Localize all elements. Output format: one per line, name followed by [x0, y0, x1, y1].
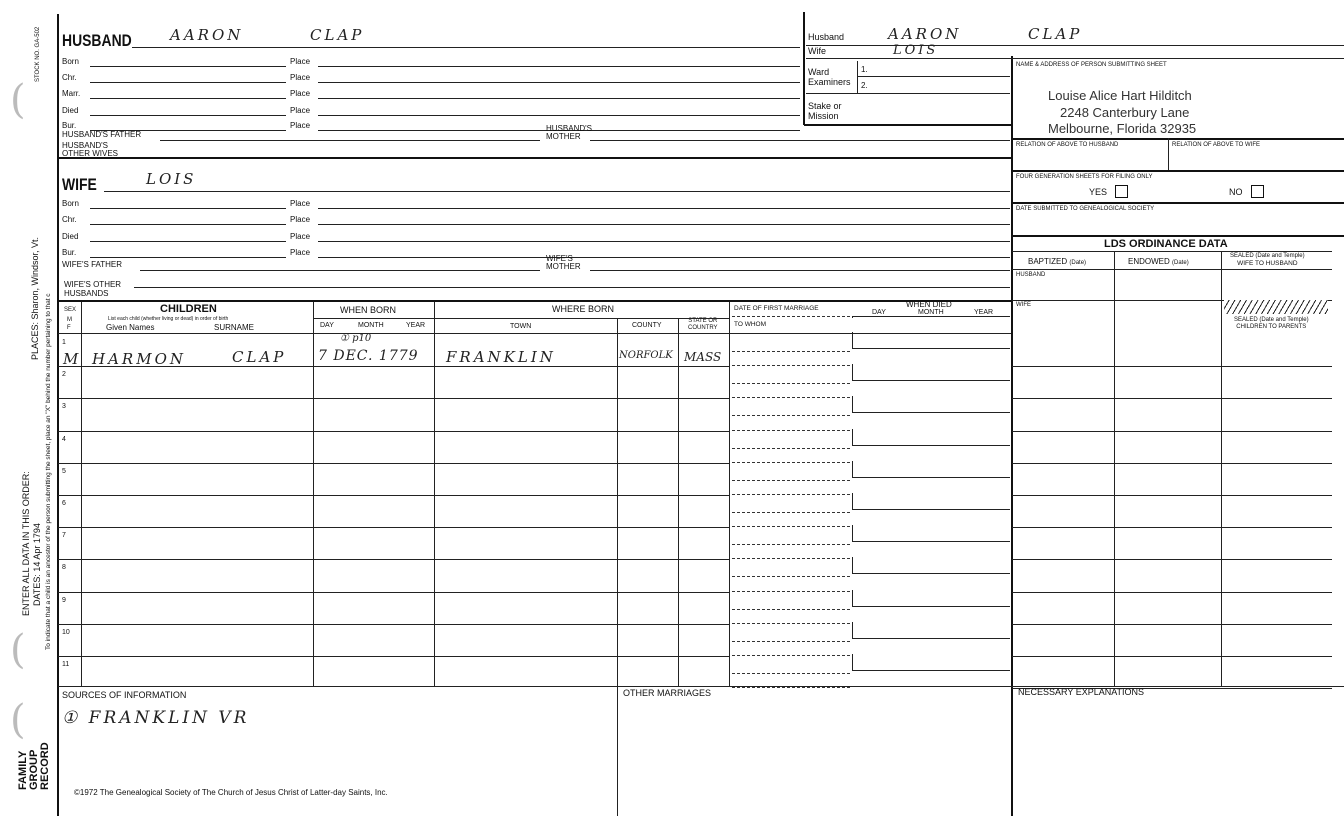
child1-birth-date: 7 DEC. 1779: [318, 348, 419, 364]
child1-state: MASS: [684, 350, 722, 364]
ordinance-row-line: [1012, 559, 1332, 560]
place-label: Place: [290, 215, 311, 224]
child-row-number: 5: [62, 467, 66, 475]
place-label: Place: [290, 89, 311, 98]
left-frame-line: [57, 14, 59, 816]
husband-name-line: [132, 47, 800, 48]
died-tick: [852, 525, 853, 541]
binder-hole: (: [10, 77, 26, 123]
child-row-number: 3: [62, 403, 66, 411]
place-label: Place: [290, 106, 311, 115]
right-husband-given: AARON: [888, 25, 962, 43]
date-submitted-label: DATE SUBMITTED TO GENEALOGICAL SOCIETY: [1016, 206, 1155, 212]
died-year-header: YEAR: [974, 309, 994, 316]
child-row-line: [58, 624, 730, 625]
place-label: Place: [290, 248, 311, 257]
to-whom-line: [732, 494, 850, 495]
child-row-line: [58, 463, 730, 464]
header-divider: [803, 12, 805, 125]
child-row-line: [58, 559, 730, 560]
died-date-line: [852, 541, 1010, 542]
wife-given-name: LOIS: [146, 170, 197, 188]
ordinance-row-line: [1012, 592, 1332, 593]
husband-chr-label: Chr.: [62, 73, 77, 82]
marriage-date-line: [732, 609, 850, 610]
dates-note: DATES: 14 Apr 1794: [32, 523, 42, 606]
ordinance-row-line: [1012, 656, 1332, 657]
marriage-date-line: [732, 351, 850, 352]
wifes-other-husbands-label: WIFE'S OTHER HUSBANDS: [64, 280, 122, 298]
died-date-line: [852, 606, 1010, 607]
year-header: YEAR: [406, 322, 426, 329]
child-row-line: [58, 495, 730, 496]
died-tick: [852, 396, 853, 412]
died-date-line: [852, 638, 1010, 639]
wife-died-label: Died: [62, 232, 79, 241]
children-title: CHILDREN: [160, 303, 217, 315]
marriage-date-line: [732, 480, 850, 481]
stake-mission-label: Stake or Mission: [808, 101, 842, 121]
child-row-number: 7: [62, 532, 66, 540]
died-date-line: [852, 445, 1010, 446]
to-whom-line: [732, 687, 850, 688]
died-month-header: MONTH: [918, 309, 944, 316]
place-label: Place: [290, 232, 311, 241]
marriage-date-line: [732, 415, 850, 416]
children-instruction: List each child (whether living or dead) in order of birth: [108, 316, 229, 322]
enter-order-note: ENTER ALL DATA IN THIS ORDER:: [21, 471, 31, 616]
to-whom-line: [732, 365, 850, 366]
died-tick: [852, 654, 853, 670]
copyright-notice: ©1972 The Genealogical Society of The Church of Jesus Christ of Latter-day Saints, Inc.: [74, 788, 388, 797]
wifes-mother-label: WIFE'S MOTHER: [546, 254, 581, 271]
ancestor-instruction: To indicate that a child is an ancestor of the person submitting the sheet, place an "X" behind the number pertaining to that c: [45, 293, 52, 650]
husband-label: HUSBAND: [62, 31, 132, 50]
sex-mf: M F: [67, 317, 72, 331]
child1-surname: CLAP: [232, 348, 287, 366]
marriage-date-line: [732, 448, 850, 449]
child-row-number: 11: [62, 661, 70, 668]
child-row-line: [58, 431, 730, 432]
no-checkbox[interactable]: [1251, 185, 1264, 198]
marriage-date-line: [732, 512, 850, 513]
marriage-date-line: [732, 544, 850, 545]
to-whom-header: TO WHOM: [734, 321, 767, 328]
child-row-line: [58, 656, 730, 657]
form-title: FAMILY GROUP RECORD: [17, 742, 51, 790]
wife-label: WIFE: [62, 175, 97, 194]
husband-died-label: Died: [62, 106, 79, 115]
baptized-header: BAPTIZED (Date): [1028, 257, 1087, 266]
wife-row-label: WIFE: [1016, 302, 1031, 308]
husband-section-bottom: [58, 157, 1011, 159]
where-born-header: WHERE BORN: [552, 304, 615, 314]
husband-row-label: HUSBAND: [1016, 272, 1046, 278]
husbands-father-label: HUSBAND'S FATHER: [62, 130, 142, 139]
marriage-date-line: [732, 383, 850, 384]
child-row-number: 1: [62, 339, 66, 346]
right-husband-label: Husband: [808, 32, 845, 42]
binder-hole: (: [10, 697, 26, 743]
examiner-2: 2.: [861, 81, 868, 90]
hatched-area: [1224, 300, 1328, 314]
four-generation-label: FOUR GENERATION SHEETS FOR FILING ONLY: [1016, 174, 1153, 180]
died-tick: [852, 429, 853, 445]
town-header: TOWN: [510, 323, 532, 330]
right-wife-given: LOIS: [893, 43, 939, 58]
to-whom-line: [732, 591, 850, 592]
surname-header: SURNAME: [214, 323, 255, 332]
relation-husband-label: RELATION OF ABOVE TO HUSBAND: [1016, 142, 1119, 148]
died-date-line: [852, 348, 1010, 349]
husbands-other-wives-label: HUSBAND'S OTHER WIVES: [62, 141, 119, 158]
husband-surname: CLAP: [310, 26, 365, 44]
examiners-label: Examiners: [808, 77, 851, 87]
ordinance-row-line: [1012, 463, 1332, 464]
husbands-mother-label: HUSBAND'S MOTHER: [546, 124, 592, 141]
died-tick: [852, 622, 853, 638]
child1-sex: M: [63, 350, 79, 368]
right-wife-label: Wife: [808, 46, 826, 56]
died-date-line: [852, 412, 1010, 413]
relation-wife-label: RELATION OF ABOVE TO WIFE: [1172, 142, 1261, 148]
child-row-line: [58, 592, 730, 593]
sources-label: SOURCES OF INFORMATION: [62, 690, 187, 700]
died-tick: [852, 493, 853, 509]
child-row-number: 4: [62, 435, 66, 443]
to-whom-line: [732, 655, 850, 656]
child-row-number: 2: [62, 371, 66, 379]
ordinance-row-line: [1012, 398, 1332, 399]
yes-label: YES: [1089, 187, 1108, 197]
died-tick: [852, 461, 853, 477]
child1-reference: ① p10: [340, 333, 372, 344]
husband-marr-label: Marr.: [62, 89, 81, 98]
ordinance-row-line: [1012, 495, 1332, 496]
ordinance-row-line: [1012, 431, 1332, 432]
first-marriage-header: DATE OF FIRST MARRIAGE: [734, 305, 819, 312]
source-entry: ① FRANKLIN VR: [62, 708, 250, 728]
marriage-date-line: [732, 576, 850, 577]
child1-county: NORFOLK: [619, 350, 673, 361]
day-header: DAY: [320, 322, 334, 329]
right-husband-surname: CLAP: [1028, 25, 1083, 43]
county-header: COUNTY: [632, 322, 662, 329]
husband-bur-label: Bur.: [62, 121, 77, 130]
died-date-line: [852, 477, 1010, 478]
sealed-wife-header: SEALED (Date and Temple) WIFE TO HUSBAND: [1230, 253, 1305, 267]
marriage-date-line: [732, 641, 850, 642]
to-whom-line: [732, 526, 850, 527]
child-row-number: 8: [62, 564, 66, 572]
sex-header: SEX: [64, 307, 77, 313]
died-date-line: [852, 509, 1010, 510]
wife-bur-label: Bur.: [62, 248, 77, 257]
ordinance-row-line: [1012, 366, 1332, 367]
lds-ordinance-title: LDS ORDINANCE DATA: [1104, 238, 1228, 250]
sealed-children-header: SEALED (Date and Temple) CHILDREN TO PARENTS: [1234, 317, 1309, 330]
endowed-header: ENDOWED (Date): [1128, 257, 1189, 266]
month-header: MONTH: [358, 322, 384, 329]
stock-number: STOCK NO. GA-502: [35, 26, 41, 82]
wife-chr-label: Chr.: [62, 215, 77, 224]
died-tick: [852, 332, 853, 348]
child-row-line: [58, 527, 730, 528]
child-row-number: 9: [62, 596, 66, 604]
died-tick: [852, 590, 853, 606]
child1-given-name: HARMON: [92, 350, 186, 368]
no-label: NO: [1229, 187, 1243, 197]
place-label: Place: [290, 121, 311, 130]
given-names-header: Given Names: [106, 323, 155, 332]
husband-given-name: AARON: [170, 26, 244, 44]
yes-checkbox[interactable]: [1115, 185, 1128, 198]
wife-born-label: Born: [62, 199, 79, 208]
wifes-father-label: WIFE'S FATHER: [62, 260, 123, 269]
place-label: Place: [290, 199, 311, 208]
other-marriages-label: OTHER MARRIAGES: [623, 688, 712, 698]
to-whom-line: [732, 430, 850, 431]
to-whom-line: [732, 397, 850, 398]
child-row-number: 10: [62, 628, 70, 636]
ward-label: Ward: [808, 67, 830, 77]
ordinance-row-line: [1012, 624, 1332, 625]
died-date-line: [852, 380, 1010, 381]
submitter-city: Melbourne, Florida 32935: [1048, 121, 1197, 136]
to-whom-line: [732, 462, 850, 463]
wife-section-bottom: [58, 300, 1011, 302]
examiner-1: 1.: [861, 65, 868, 74]
submitter-label: NAME & ADDRESS OF PERSON SUBMITTING SHEET: [1016, 62, 1167, 68]
died-day-header: DAY: [872, 309, 886, 316]
to-whom-line: [732, 558, 850, 559]
child1-town: FRANKLIN: [446, 348, 556, 366]
child-row-number: 6: [62, 500, 66, 507]
binder-hole: (: [10, 627, 26, 673]
places-note: PLACES: Sharon, Windsor, Vt.: [30, 236, 40, 360]
state-header: STATE OR COUNTRY: [688, 318, 718, 331]
necessary-explanations-label: NECESSARY EXPLANATIONS: [1018, 687, 1145, 697]
place-label: Place: [290, 73, 311, 82]
died-tick: [852, 557, 853, 573]
died-date-line: [852, 670, 1010, 671]
submitter-street: 2248 Canterbury Lane: [1060, 105, 1190, 120]
when-died-header: WHEN DIED: [906, 300, 952, 309]
to-whom-line: [732, 623, 850, 624]
died-date-line: [852, 573, 1010, 574]
place-label: Place: [290, 57, 311, 66]
husband-born-label: Born: [62, 57, 79, 66]
marriage-date-line: [732, 673, 850, 674]
when-born-header: WHEN BORN: [340, 305, 396, 315]
ordinance-row-line: [1012, 527, 1332, 528]
died-tick: [852, 364, 853, 380]
submitter-name: Louise Alice Hart Hilditch: [1048, 88, 1192, 103]
child-row-line: [58, 398, 730, 399]
